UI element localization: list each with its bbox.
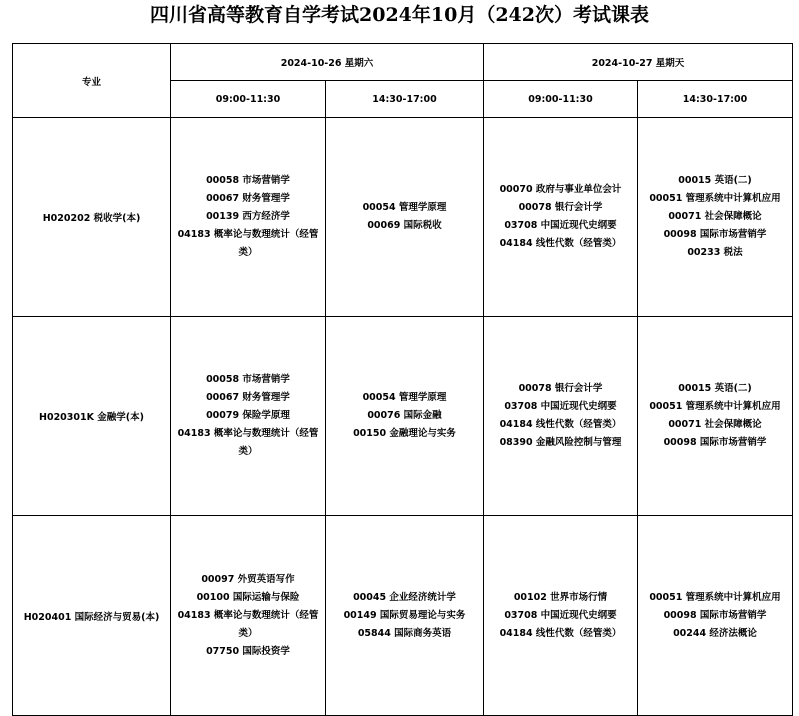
course-item: 00058 市场营销学 bbox=[206, 374, 290, 385]
table-row bbox=[13, 516, 793, 716]
course-item: 00045 企业经济统计学 bbox=[353, 591, 456, 603]
course-item: 00244 经济法概论 bbox=[673, 627, 757, 639]
course-cell bbox=[326, 516, 484, 716]
course-item: 00100 国际运输与保险 bbox=[196, 591, 300, 603]
course-item: 00078 银行会计学 bbox=[518, 202, 603, 213]
course-item: 00067 财务管理学 bbox=[206, 392, 290, 403]
course-item: 00098 国际市场营销学 bbox=[663, 437, 767, 448]
course-cell bbox=[638, 118, 793, 317]
session-header: 09:00-11:30 bbox=[171, 81, 326, 118]
exam-schedule-table bbox=[12, 43, 793, 716]
course-item: 04183 概率论与数理统计（经管类） bbox=[177, 229, 319, 258]
course-item: 00051 管理系统中计算机应用 bbox=[649, 401, 781, 412]
course-item: 00015 英语(二) bbox=[678, 383, 752, 394]
course-item: 00098 国际市场营销学 bbox=[663, 609, 767, 621]
course-item: 00071 社会保障概论 bbox=[668, 419, 762, 430]
table-row bbox=[13, 118, 793, 317]
course-item: 00051 管理系统中计算机应用 bbox=[649, 193, 781, 204]
course-item: 00070 政府与事业单位会计 bbox=[499, 184, 622, 195]
major-column-header: 专业 bbox=[13, 44, 171, 118]
course-item: 03708 中国近现代史纲要 bbox=[504, 401, 617, 412]
course-cell bbox=[171, 118, 326, 317]
course-item: 00051 管理系统中计算机应用 bbox=[649, 591, 781, 603]
course-item: 04184 线性代数（经管类） bbox=[499, 238, 622, 249]
day-header-1: 2024-10-26 星期六 bbox=[171, 44, 484, 81]
course-item: 00076 国际金融 bbox=[367, 410, 442, 421]
major-cell: H020301K 金融学(本) bbox=[13, 317, 171, 516]
session-header: 14:30-17:00 bbox=[638, 81, 793, 118]
session-header: 09:00-11:30 bbox=[484, 81, 638, 118]
major-cell: H020401 国际经济与贸易(本) bbox=[13, 516, 171, 716]
course-item: 04184 线性代数（经管类） bbox=[499, 627, 622, 639]
course-item: 00150 金融理论与实务 bbox=[353, 428, 456, 439]
course-item: 04183 概率论与数理统计（经管类） bbox=[177, 609, 319, 639]
course-item: 03708 中国近现代史纲要 bbox=[504, 609, 617, 621]
course-item: 00149 国际贸易理论与实务 bbox=[343, 609, 466, 621]
course-cell bbox=[326, 317, 484, 516]
session-header: 14:30-17:00 bbox=[326, 81, 484, 118]
course-item: 00054 管理学原理 bbox=[362, 202, 447, 213]
table-row bbox=[13, 317, 793, 516]
course-cell bbox=[171, 317, 326, 516]
course-item: 00067 财务管理学 bbox=[206, 193, 290, 204]
course-item: 00069 国际税收 bbox=[367, 220, 442, 231]
course-item: 00058 市场营销学 bbox=[206, 175, 290, 186]
course-item: 05844 国际商务英语 bbox=[357, 627, 452, 639]
page-title: 四川省高等教育自学考试2024年10月（242次）考试课表 bbox=[150, 4, 649, 26]
course-item: 04183 概率论与数理统计（经管类） bbox=[177, 428, 319, 457]
course-cell bbox=[171, 516, 326, 716]
day-header-2: 2024-10-27 星期天 bbox=[484, 44, 793, 81]
course-item: 00078 银行会计学 bbox=[518, 383, 603, 394]
course-item: 07750 国际投资学 bbox=[206, 645, 290, 657]
course-item: 04184 线性代数（经管类） bbox=[499, 419, 622, 430]
course-cell bbox=[484, 118, 638, 317]
course-cell bbox=[484, 516, 638, 716]
course-item: 00139 西方经济学 bbox=[206, 211, 290, 222]
course-item: 00098 国际市场营销学 bbox=[663, 229, 767, 240]
course-item: 08390 金融风险控制与管理 bbox=[499, 437, 622, 448]
course-item: 00015 英语(二) bbox=[678, 175, 752, 186]
course-item: 00102 世界市场行情 bbox=[513, 591, 608, 603]
course-item: 03708 中国近现代史纲要 bbox=[504, 220, 617, 231]
course-item: 00233 税法 bbox=[687, 247, 743, 258]
course-cell bbox=[638, 516, 793, 716]
course-cell bbox=[638, 317, 793, 516]
course-item: 00054 管理学原理 bbox=[362, 392, 447, 403]
course-item: 00097 外贸英语写作 bbox=[201, 573, 295, 585]
major-cell: H020202 税收学(本) bbox=[13, 118, 171, 317]
course-cell bbox=[484, 317, 638, 516]
course-cell bbox=[326, 118, 484, 317]
course-item: 00079 保险学原理 bbox=[206, 410, 290, 421]
course-item: 00071 社会保障概论 bbox=[668, 211, 762, 222]
